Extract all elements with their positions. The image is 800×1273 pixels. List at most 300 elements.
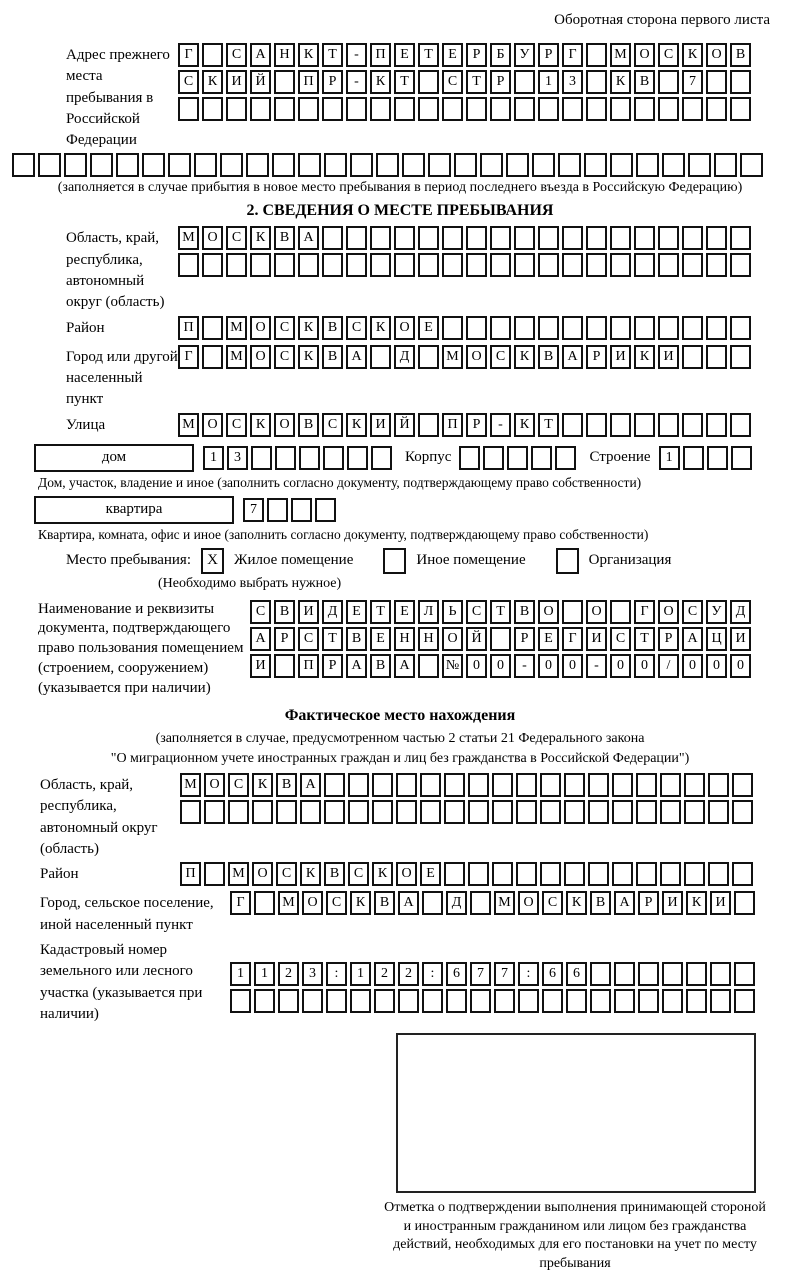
char-cell[interactable]: Г <box>634 600 655 624</box>
char-cell[interactable] <box>564 773 585 797</box>
char-cell[interactable] <box>322 226 343 250</box>
char-cell[interactable]: К <box>566 891 587 915</box>
char-cell[interactable]: А <box>682 627 703 651</box>
char-cell[interactable]: О <box>538 600 559 624</box>
char-cell[interactable] <box>346 226 367 250</box>
char-cell[interactable] <box>418 97 439 121</box>
char-cell[interactable] <box>194 153 217 177</box>
char-cell[interactable] <box>706 316 727 340</box>
char-cell[interactable] <box>514 253 535 277</box>
char-cell[interactable]: Р <box>658 627 679 651</box>
char-cell[interactable] <box>276 800 297 824</box>
char-cell[interactable] <box>422 891 443 915</box>
char-cell[interactable]: М <box>278 891 299 915</box>
char-cell[interactable]: К <box>250 226 271 250</box>
char-cell[interactable]: К <box>300 862 321 886</box>
char-cell[interactable]: О <box>202 226 223 250</box>
char-cell[interactable]: 0 <box>490 654 511 678</box>
char-cell[interactable]: М <box>494 891 515 915</box>
char-cell[interactable]: М <box>228 862 249 886</box>
char-cell[interactable]: 0 <box>562 654 583 678</box>
char-cell[interactable]: О <box>274 413 295 437</box>
char-cell[interactable]: М <box>226 316 247 340</box>
char-cell[interactable]: С <box>226 43 247 67</box>
char-cell[interactable]: С <box>298 627 319 651</box>
char-cell[interactable] <box>350 989 371 1013</box>
char-cell[interactable] <box>682 316 703 340</box>
char-cell[interactable] <box>444 800 465 824</box>
char-cell[interactable]: А <box>298 226 319 250</box>
char-cell[interactable] <box>470 989 491 1013</box>
char-cell[interactable]: Г <box>562 627 583 651</box>
char-cell[interactable] <box>682 253 703 277</box>
char-cell[interactable]: Г <box>562 43 583 67</box>
char-cell[interactable]: М <box>226 345 247 369</box>
char-cell[interactable]: И <box>610 345 631 369</box>
char-cell[interactable]: - <box>586 654 607 678</box>
char-cell[interactable] <box>324 153 347 177</box>
char-cell[interactable] <box>610 600 631 624</box>
char-cell[interactable] <box>562 413 583 437</box>
char-cell[interactable] <box>682 226 703 250</box>
char-cell[interactable] <box>418 70 439 94</box>
char-cell[interactable] <box>562 600 583 624</box>
char-cell[interactable] <box>610 97 631 121</box>
char-cell[interactable] <box>708 800 729 824</box>
char-cell[interactable]: С <box>250 600 271 624</box>
char-cell[interactable] <box>734 989 755 1013</box>
char-cell[interactable]: Г <box>230 891 251 915</box>
char-cell[interactable]: Е <box>346 600 367 624</box>
char-cell[interactable] <box>740 153 763 177</box>
char-cell[interactable] <box>730 97 751 121</box>
char-cell[interactable] <box>731 446 752 470</box>
char-cell[interactable] <box>636 153 659 177</box>
char-cell[interactable] <box>490 627 511 651</box>
char-cell[interactable] <box>326 989 347 1013</box>
char-cell[interactable] <box>178 253 199 277</box>
char-cell[interactable] <box>730 253 751 277</box>
char-cell[interactable]: О <box>250 316 271 340</box>
char-cell[interactable] <box>518 989 539 1013</box>
char-cell[interactable]: К <box>250 413 271 437</box>
char-cell[interactable] <box>315 498 336 522</box>
char-cell[interactable] <box>470 891 491 915</box>
char-cell[interactable]: 0 <box>682 654 703 678</box>
char-cell[interactable] <box>540 773 561 797</box>
char-cell[interactable] <box>506 153 529 177</box>
char-cell[interactable] <box>636 862 657 886</box>
char-cell[interactable]: Н <box>418 627 439 651</box>
char-cell[interactable] <box>634 413 655 437</box>
char-cell[interactable] <box>658 226 679 250</box>
char-cell[interactable]: П <box>298 70 319 94</box>
char-cell[interactable] <box>402 153 425 177</box>
char-cell[interactable] <box>420 800 441 824</box>
char-cell[interactable]: - <box>514 654 535 678</box>
char-cell[interactable]: Р <box>490 70 511 94</box>
char-cell[interactable]: Т <box>538 413 559 437</box>
char-cell[interactable]: Т <box>418 43 439 67</box>
char-cell[interactable] <box>370 345 391 369</box>
char-cell[interactable] <box>202 253 223 277</box>
char-cell[interactable]: Е <box>370 627 391 651</box>
char-cell[interactable] <box>442 97 463 121</box>
char-cell[interactable]: Й <box>250 70 271 94</box>
char-cell[interactable] <box>684 800 705 824</box>
char-cell[interactable] <box>322 97 343 121</box>
char-cell[interactable] <box>370 97 391 121</box>
char-cell[interactable]: И <box>730 627 751 651</box>
char-cell[interactable]: К <box>298 43 319 67</box>
char-cell[interactable]: 1 <box>230 962 251 986</box>
char-cell[interactable] <box>610 153 633 177</box>
char-cell[interactable]: Е <box>420 862 441 886</box>
char-cell[interactable] <box>566 989 587 1013</box>
char-cell[interactable] <box>688 153 711 177</box>
char-cell[interactable]: А <box>300 773 321 797</box>
char-cell[interactable] <box>444 773 465 797</box>
char-cell[interactable]: Д <box>446 891 467 915</box>
char-cell[interactable]: К <box>350 891 371 915</box>
char-cell[interactable]: П <box>442 413 463 437</box>
char-cell[interactable] <box>555 446 576 470</box>
char-cell[interactable] <box>634 316 655 340</box>
char-cell[interactable] <box>558 153 581 177</box>
char-cell[interactable]: О <box>466 345 487 369</box>
char-cell[interactable] <box>490 226 511 250</box>
char-cell[interactable] <box>252 800 273 824</box>
char-cell[interactable] <box>492 862 513 886</box>
char-cell[interactable]: Е <box>394 43 415 67</box>
char-cell[interactable]: И <box>298 600 319 624</box>
char-cell[interactable] <box>254 989 275 1013</box>
char-cell[interactable]: Г <box>178 345 199 369</box>
char-cell[interactable]: Т <box>466 70 487 94</box>
char-cell[interactable] <box>538 97 559 121</box>
char-cell[interactable]: В <box>374 891 395 915</box>
char-cell[interactable] <box>444 862 465 886</box>
char-cell[interactable] <box>346 97 367 121</box>
char-cell[interactable] <box>507 446 528 470</box>
char-cell[interactable]: 6 <box>566 962 587 986</box>
char-cell[interactable]: : <box>518 962 539 986</box>
char-cell[interactable] <box>706 70 727 94</box>
char-cell[interactable] <box>588 773 609 797</box>
char-cell[interactable]: 0 <box>730 654 751 678</box>
char-cell[interactable]: Р <box>322 70 343 94</box>
char-cell[interactable] <box>422 989 443 1013</box>
char-cell[interactable]: № <box>442 654 463 678</box>
char-cell[interactable] <box>204 862 225 886</box>
char-cell[interactable]: С <box>610 627 631 651</box>
char-cell[interactable]: П <box>370 43 391 67</box>
char-cell[interactable] <box>442 316 463 340</box>
char-cell[interactable] <box>394 253 415 277</box>
char-cell[interactable] <box>418 413 439 437</box>
char-cell[interactable] <box>64 153 87 177</box>
char-cell[interactable]: М <box>180 773 201 797</box>
char-cell[interactable] <box>682 97 703 121</box>
char-cell[interactable] <box>682 345 703 369</box>
char-cell[interactable]: Н <box>274 43 295 67</box>
char-cell[interactable]: Б <box>490 43 511 67</box>
char-cell[interactable] <box>494 989 515 1013</box>
char-cell[interactable]: П <box>178 316 199 340</box>
char-cell[interactable]: С <box>274 345 295 369</box>
char-cell[interactable] <box>466 316 487 340</box>
char-cell[interactable]: О <box>634 43 655 67</box>
char-cell[interactable]: В <box>322 316 343 340</box>
char-cell[interactable] <box>442 226 463 250</box>
char-cell[interactable] <box>299 446 320 470</box>
char-cell[interactable]: Р <box>638 891 659 915</box>
char-cell[interactable] <box>514 70 535 94</box>
char-cell[interactable] <box>490 253 511 277</box>
char-cell[interactable] <box>734 891 755 915</box>
char-cell[interactable]: К <box>514 413 535 437</box>
char-cell[interactable] <box>250 253 271 277</box>
char-cell[interactable]: М <box>610 43 631 67</box>
char-cell[interactable] <box>730 345 751 369</box>
char-cell[interactable]: О <box>442 627 463 651</box>
char-cell[interactable]: Й <box>466 627 487 651</box>
char-cell[interactable]: К <box>370 316 391 340</box>
char-cell[interactable] <box>346 253 367 277</box>
char-cell[interactable] <box>662 962 683 986</box>
char-cell[interactable] <box>658 413 679 437</box>
char-cell[interactable] <box>634 97 655 121</box>
char-cell[interactable] <box>730 316 751 340</box>
char-cell[interactable] <box>658 97 679 121</box>
char-cell[interactable]: С <box>274 316 295 340</box>
char-cell[interactable]: - <box>346 43 367 67</box>
char-cell[interactable]: С <box>226 226 247 250</box>
char-cell[interactable] <box>226 97 247 121</box>
char-cell[interactable] <box>246 153 269 177</box>
char-cell[interactable] <box>442 253 463 277</box>
char-cell[interactable] <box>684 773 705 797</box>
char-cell[interactable]: Д <box>394 345 415 369</box>
char-cell[interactable]: В <box>370 654 391 678</box>
char-cell[interactable] <box>586 316 607 340</box>
char-cell[interactable] <box>298 153 321 177</box>
char-cell[interactable]: Т <box>490 600 511 624</box>
char-cell[interactable] <box>278 989 299 1013</box>
char-cell[interactable]: 3 <box>562 70 583 94</box>
char-cell[interactable] <box>324 773 345 797</box>
char-cell[interactable]: / <box>658 654 679 678</box>
char-cell[interactable]: 7 <box>243 498 264 522</box>
char-cell[interactable]: 6 <box>446 962 467 986</box>
char-cell[interactable] <box>272 153 295 177</box>
char-cell[interactable] <box>420 773 441 797</box>
char-cell[interactable]: В <box>298 413 319 437</box>
char-cell[interactable]: А <box>250 627 271 651</box>
char-cell[interactable]: А <box>562 345 583 369</box>
char-cell[interactable]: С <box>658 43 679 67</box>
char-cell[interactable] <box>202 43 223 67</box>
char-cell[interactable] <box>538 226 559 250</box>
char-cell[interactable]: Т <box>370 600 391 624</box>
char-cell[interactable]: П <box>180 862 201 886</box>
char-cell[interactable] <box>418 654 439 678</box>
char-cell[interactable] <box>710 962 731 986</box>
char-cell[interactable]: О <box>518 891 539 915</box>
char-cell[interactable]: Д <box>730 600 751 624</box>
char-cell[interactable] <box>492 773 513 797</box>
char-cell[interactable] <box>350 153 373 177</box>
char-cell[interactable] <box>562 226 583 250</box>
char-cell[interactable] <box>492 800 513 824</box>
char-cell[interactable]: 1 <box>659 446 680 470</box>
char-cell[interactable]: С <box>490 345 511 369</box>
char-cell[interactable] <box>682 413 703 437</box>
char-cell[interactable] <box>514 97 535 121</box>
char-cell[interactable] <box>586 413 607 437</box>
char-cell[interactable]: : <box>422 962 443 986</box>
char-cell[interactable]: С <box>466 600 487 624</box>
char-cell[interactable] <box>714 153 737 177</box>
char-cell[interactable]: 1 <box>350 962 371 986</box>
char-cell[interactable]: С <box>442 70 463 94</box>
char-cell[interactable] <box>396 800 417 824</box>
char-cell[interactable]: Т <box>634 627 655 651</box>
char-cell[interactable] <box>706 253 727 277</box>
char-cell[interactable]: 3 <box>302 962 323 986</box>
char-cell[interactable]: В <box>274 226 295 250</box>
char-cell[interactable]: О <box>396 862 417 886</box>
char-cell[interactable]: И <box>710 891 731 915</box>
char-cell[interactable] <box>562 316 583 340</box>
char-cell[interactable] <box>658 70 679 94</box>
char-cell[interactable] <box>683 446 704 470</box>
char-cell[interactable]: С <box>542 891 563 915</box>
char-cell[interactable]: 3 <box>227 446 248 470</box>
char-cell[interactable] <box>708 862 729 886</box>
char-cell[interactable] <box>612 800 633 824</box>
char-cell[interactable] <box>468 773 489 797</box>
char-cell[interactable]: 7 <box>470 962 491 986</box>
char-cell[interactable]: К <box>252 773 273 797</box>
char-cell[interactable]: А <box>398 891 419 915</box>
char-cell[interactable]: Е <box>418 316 439 340</box>
char-cell[interactable]: П <box>298 654 319 678</box>
char-cell[interactable]: В <box>276 773 297 797</box>
char-cell[interactable]: В <box>730 43 751 67</box>
char-cell[interactable] <box>586 226 607 250</box>
char-cell[interactable] <box>468 862 489 886</box>
char-cell[interactable]: 2 <box>398 962 419 986</box>
char-cell[interactable]: В <box>514 600 535 624</box>
char-cell[interactable] <box>540 862 561 886</box>
char-cell[interactable]: 1 <box>254 962 275 986</box>
char-cell[interactable]: И <box>250 654 271 678</box>
char-cell[interactable] <box>590 962 611 986</box>
char-cell[interactable] <box>418 226 439 250</box>
char-cell[interactable] <box>734 962 755 986</box>
char-cell[interactable]: С <box>228 773 249 797</box>
char-cell[interactable]: Р <box>274 627 295 651</box>
char-cell[interactable]: Т <box>322 627 343 651</box>
char-cell[interactable] <box>514 316 535 340</box>
char-cell[interactable] <box>348 800 369 824</box>
char-cell[interactable] <box>251 446 272 470</box>
char-cell[interactable] <box>538 253 559 277</box>
char-cell[interactable]: С <box>226 413 247 437</box>
char-cell[interactable]: А <box>346 654 367 678</box>
char-cell[interactable] <box>490 316 511 340</box>
char-cell[interactable] <box>516 862 537 886</box>
char-cell[interactable] <box>638 989 659 1013</box>
char-cell[interactable]: С <box>346 316 367 340</box>
char-cell[interactable] <box>376 153 399 177</box>
char-cell[interactable] <box>732 862 753 886</box>
char-cell[interactable]: В <box>324 862 345 886</box>
char-cell[interactable]: А <box>394 654 415 678</box>
char-cell[interactable] <box>586 43 607 67</box>
char-cell[interactable]: 0 <box>538 654 559 678</box>
char-cell[interactable] <box>370 226 391 250</box>
char-cell[interactable] <box>706 345 727 369</box>
char-cell[interactable] <box>394 97 415 121</box>
char-cell[interactable] <box>274 70 295 94</box>
char-cell[interactable] <box>610 316 631 340</box>
char-cell[interactable]: М <box>178 226 199 250</box>
char-cell[interactable] <box>396 773 417 797</box>
char-cell[interactable]: К <box>610 70 631 94</box>
char-cell[interactable] <box>466 97 487 121</box>
char-cell[interactable] <box>168 153 191 177</box>
char-cell[interactable]: Р <box>514 627 535 651</box>
char-cell[interactable]: К <box>298 345 319 369</box>
char-cell[interactable]: О <box>706 43 727 67</box>
char-cell[interactable] <box>230 989 251 1013</box>
char-cell[interactable] <box>586 97 607 121</box>
char-cell[interactable] <box>274 253 295 277</box>
char-cell[interactable] <box>532 153 555 177</box>
char-cell[interactable]: 7 <box>682 70 703 94</box>
char-cell[interactable]: 2 <box>374 962 395 986</box>
char-cell[interactable] <box>322 253 343 277</box>
char-cell[interactable] <box>588 800 609 824</box>
char-cell[interactable]: И <box>370 413 391 437</box>
char-cell[interactable] <box>610 413 631 437</box>
char-cell[interactable] <box>636 800 657 824</box>
char-cell[interactable] <box>291 498 312 522</box>
char-cell[interactable]: В <box>274 600 295 624</box>
char-cell[interactable]: М <box>442 345 463 369</box>
char-cell[interactable]: К <box>634 345 655 369</box>
char-cell[interactable] <box>588 862 609 886</box>
char-cell[interactable] <box>586 70 607 94</box>
char-cell[interactable] <box>706 97 727 121</box>
char-cell[interactable]: С <box>326 891 347 915</box>
char-cell[interactable]: Н <box>394 627 415 651</box>
char-cell[interactable] <box>612 773 633 797</box>
char-cell[interactable]: К <box>346 413 367 437</box>
char-cell[interactable] <box>418 345 439 369</box>
char-cell[interactable] <box>250 97 271 121</box>
char-cell[interactable] <box>178 97 199 121</box>
char-cell[interactable]: У <box>706 600 727 624</box>
char-cell[interactable]: М <box>178 413 199 437</box>
char-cell[interactable] <box>542 989 563 1013</box>
char-cell[interactable]: Р <box>322 654 343 678</box>
char-cell[interactable]: - <box>346 70 367 94</box>
char-cell[interactable] <box>274 654 295 678</box>
char-cell[interactable] <box>708 773 729 797</box>
